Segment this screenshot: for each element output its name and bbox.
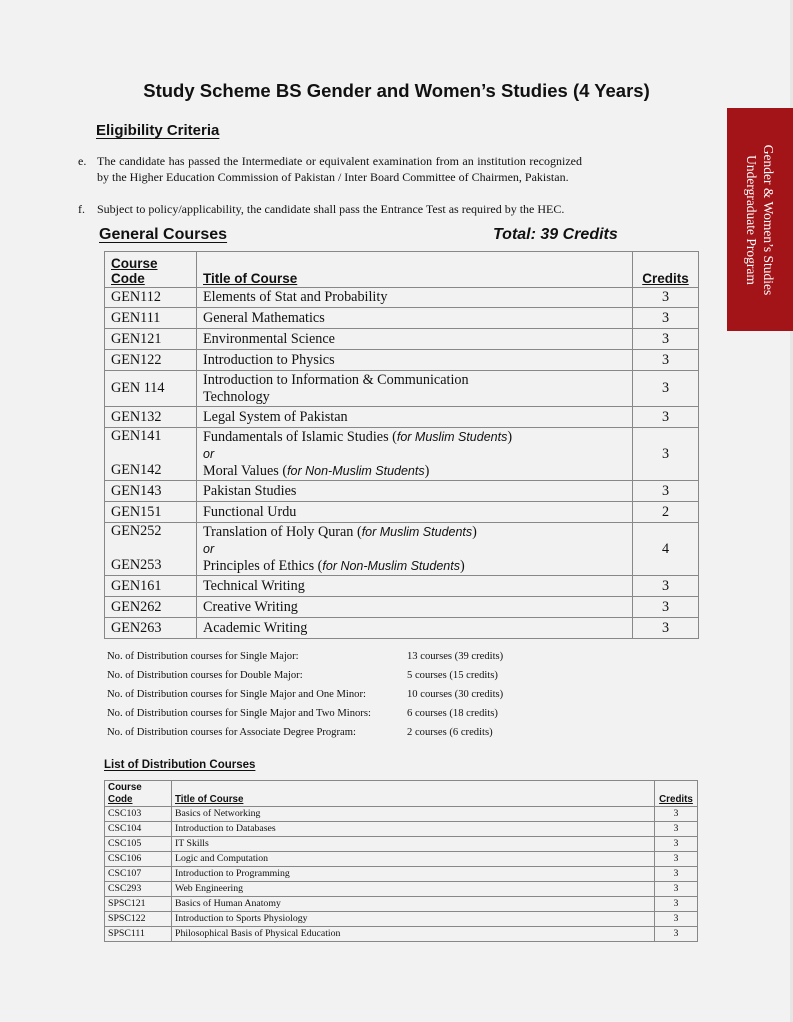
distribution-stat [107,689,504,700]
course-title: Introduction to Sports Physiology [172,912,655,927]
eligibility-text: The candidate has passed the Intermediate or equivalent examination from an institution recognized by the Higher Education Commission of Pakistan / Inter Board Committee of Chairmen, Pakistan. [97,154,582,184]
distribution-heading: List of Distribution Courses [104,759,256,771]
table-row [105,407,699,428]
course-credits: 3 [633,308,699,329]
course-code-option: GEN141 [111,428,162,444]
course-title-line: Technology [203,388,270,405]
course-credits: 2 [633,502,699,523]
course-credits: 3 [655,882,698,897]
table-row [105,927,698,942]
course-title [197,371,633,407]
course-title [197,428,633,481]
course-title: Basics of Human Anatomy [172,897,655,912]
distribution-stat [107,651,504,662]
course-credits: 3 [655,897,698,912]
course-credits: 3 [655,852,698,867]
stat-value: 10 courses (30 credits) [407,689,504,700]
course-credits: 3 [633,428,699,481]
course-credits: 3 [633,576,699,597]
course-title: Introduction to Programming [172,867,655,882]
course-code: GEN121 [105,329,197,350]
side-tab-line2: Undergraduate Program [744,154,759,285]
course-title: General Mathematics [197,308,633,329]
course-code [105,523,197,576]
stat-value: 2 courses (6 credits) [407,727,493,738]
course-credits: 3 [655,927,698,942]
table-row [105,308,699,329]
table-row [105,288,699,308]
table-row [105,867,698,882]
side-tab [727,108,793,331]
course-credits: 3 [655,867,698,882]
stat-label: No. of Distribution courses for Double Major: [107,670,303,681]
course-credits: 3 [655,807,698,822]
or-separator: or [203,446,215,461]
course-title-option: Translation of Holy Quran (for Muslim Students) [203,523,477,540]
page-title: Study Scheme BS Gender and Women’s Studies (4 Years) [143,80,650,101]
course-credits: 3 [633,481,699,502]
table-row [105,822,698,837]
course-title: Elements of Stat and Probability [197,288,633,308]
table-row [105,912,698,927]
course-credits: 3 [633,329,699,350]
course-title: Environmental Science [197,329,633,350]
table-row [105,502,699,523]
distribution-courses-table [104,780,698,942]
eligibility-marker: e. [78,154,87,168]
course-code: CSC104 [105,822,172,837]
table-row [105,837,698,852]
general-courses-heading: General Courses [99,226,228,243]
course-code: CSC105 [105,837,172,852]
course-title: Basics of Networking [172,807,655,822]
distribution-stat [107,727,493,738]
header-course-code: Course Code [105,781,172,807]
general-courses-table [104,251,699,639]
course-code: GEN132 [105,407,197,428]
course-code-option: GEN252 [111,523,162,539]
course-title: Creative Writing [197,597,633,618]
course-title-option: Moral Values (for Non-Muslim Students) [203,462,430,479]
course-code: SPSC111 [105,927,172,942]
course-title: Academic Writing [197,618,633,639]
course-title: Technical Writing [197,576,633,597]
table-row [105,597,699,618]
course-code [105,428,197,481]
course-code: SPSC121 [105,897,172,912]
header-credits: Credits [655,781,698,807]
header-title: Title of Course [172,781,655,807]
stat-label: No. of Distribution courses for Associate Degree Program: [107,727,356,738]
course-title: Legal System of Pakistan [197,407,633,428]
course-credits: 3 [655,837,698,852]
course-title: Introduction to Databases [172,822,655,837]
course-code: GEN143 [105,481,197,502]
course-credits: 3 [633,288,699,308]
course-credits: 3 [655,822,698,837]
distribution-stat [107,670,498,681]
stat-label: No. of Distribution courses for Single Major and One Minor: [107,689,366,700]
course-title [197,523,633,576]
stat-label: No. of Distribution courses for Single Major and Two Minors: [107,708,371,719]
course-title-option: Principles of Ethics (for Non-Muslim Students) [203,557,465,574]
course-credits: 4 [633,523,699,576]
table-row [105,618,699,639]
or-separator: or [203,541,215,556]
table-row [105,897,698,912]
course-credits: 3 [633,597,699,618]
course-title: Logic and Computation [172,852,655,867]
course-code: GEN112 [105,288,197,308]
side-tab-text [743,108,777,331]
course-credits: 3 [633,371,699,407]
header-course-code: Course Code [105,252,197,288]
table-row [105,428,699,481]
course-code: GEN 114 [105,371,197,407]
course-code: GEN262 [105,597,197,618]
table-row [105,371,699,407]
table-row [105,852,698,867]
course-code-option: GEN253 [111,557,162,573]
course-code: GEN151 [105,502,197,523]
table-row [105,350,699,371]
course-title: Web Engineering [172,882,655,897]
table-header-row [105,252,699,288]
course-code: GEN263 [105,618,197,639]
course-code: CSC106 [105,852,172,867]
course-credits: 3 [633,618,699,639]
course-code: CSC103 [105,807,172,822]
course-credits: 3 [633,407,699,428]
table-header-row [105,781,698,807]
course-credits: 3 [633,350,699,371]
stat-value: 6 courses (18 credits) [407,708,498,719]
table-row [105,329,699,350]
course-credits: 3 [655,912,698,927]
side-tab-line1: Gender & Women’s Studies [761,144,776,295]
course-title: Philosophical Basis of Physical Education [172,927,655,942]
eligibility-marker: f. [78,202,85,216]
table-row [105,882,698,897]
header-credits: Credits [633,252,699,288]
course-code-option: GEN142 [111,462,162,478]
course-code: GEN161 [105,576,197,597]
course-code: GEN122 [105,350,197,371]
course-title: IT Skills [172,837,655,852]
general-courses-total: Total: 39 Credits [493,226,618,243]
table-row [105,576,699,597]
stat-value: 13 courses (39 credits) [407,651,504,662]
course-code: GEN111 [105,308,197,329]
eligibility-heading: Eligibility Criteria [96,122,220,139]
course-title: Introduction to Physics [197,350,633,371]
stat-value: 5 courses (15 credits) [407,670,498,681]
header-title: Title of Course [197,252,633,288]
eligibility-text: Subject to policy/applicability, the candidate shall pass the Entrance Test as required by the HEC. [97,202,565,216]
course-code: SPSC122 [105,912,172,927]
course-title: Functional Urdu [197,502,633,523]
course-title: Pakistan Studies [197,481,633,502]
stat-label: No. of Distribution courses for Single Major: [107,651,299,662]
course-title-line: Introduction to Information & Communication [203,371,469,388]
distribution-stat [107,708,498,719]
table-row [105,807,698,822]
course-title-option: Fundamentals of Islamic Studies (for Muslim Students) [203,428,513,445]
course-code: CSC293 [105,882,172,897]
table-row [105,523,699,576]
table-row [105,481,699,502]
course-code: CSC107 [105,867,172,882]
